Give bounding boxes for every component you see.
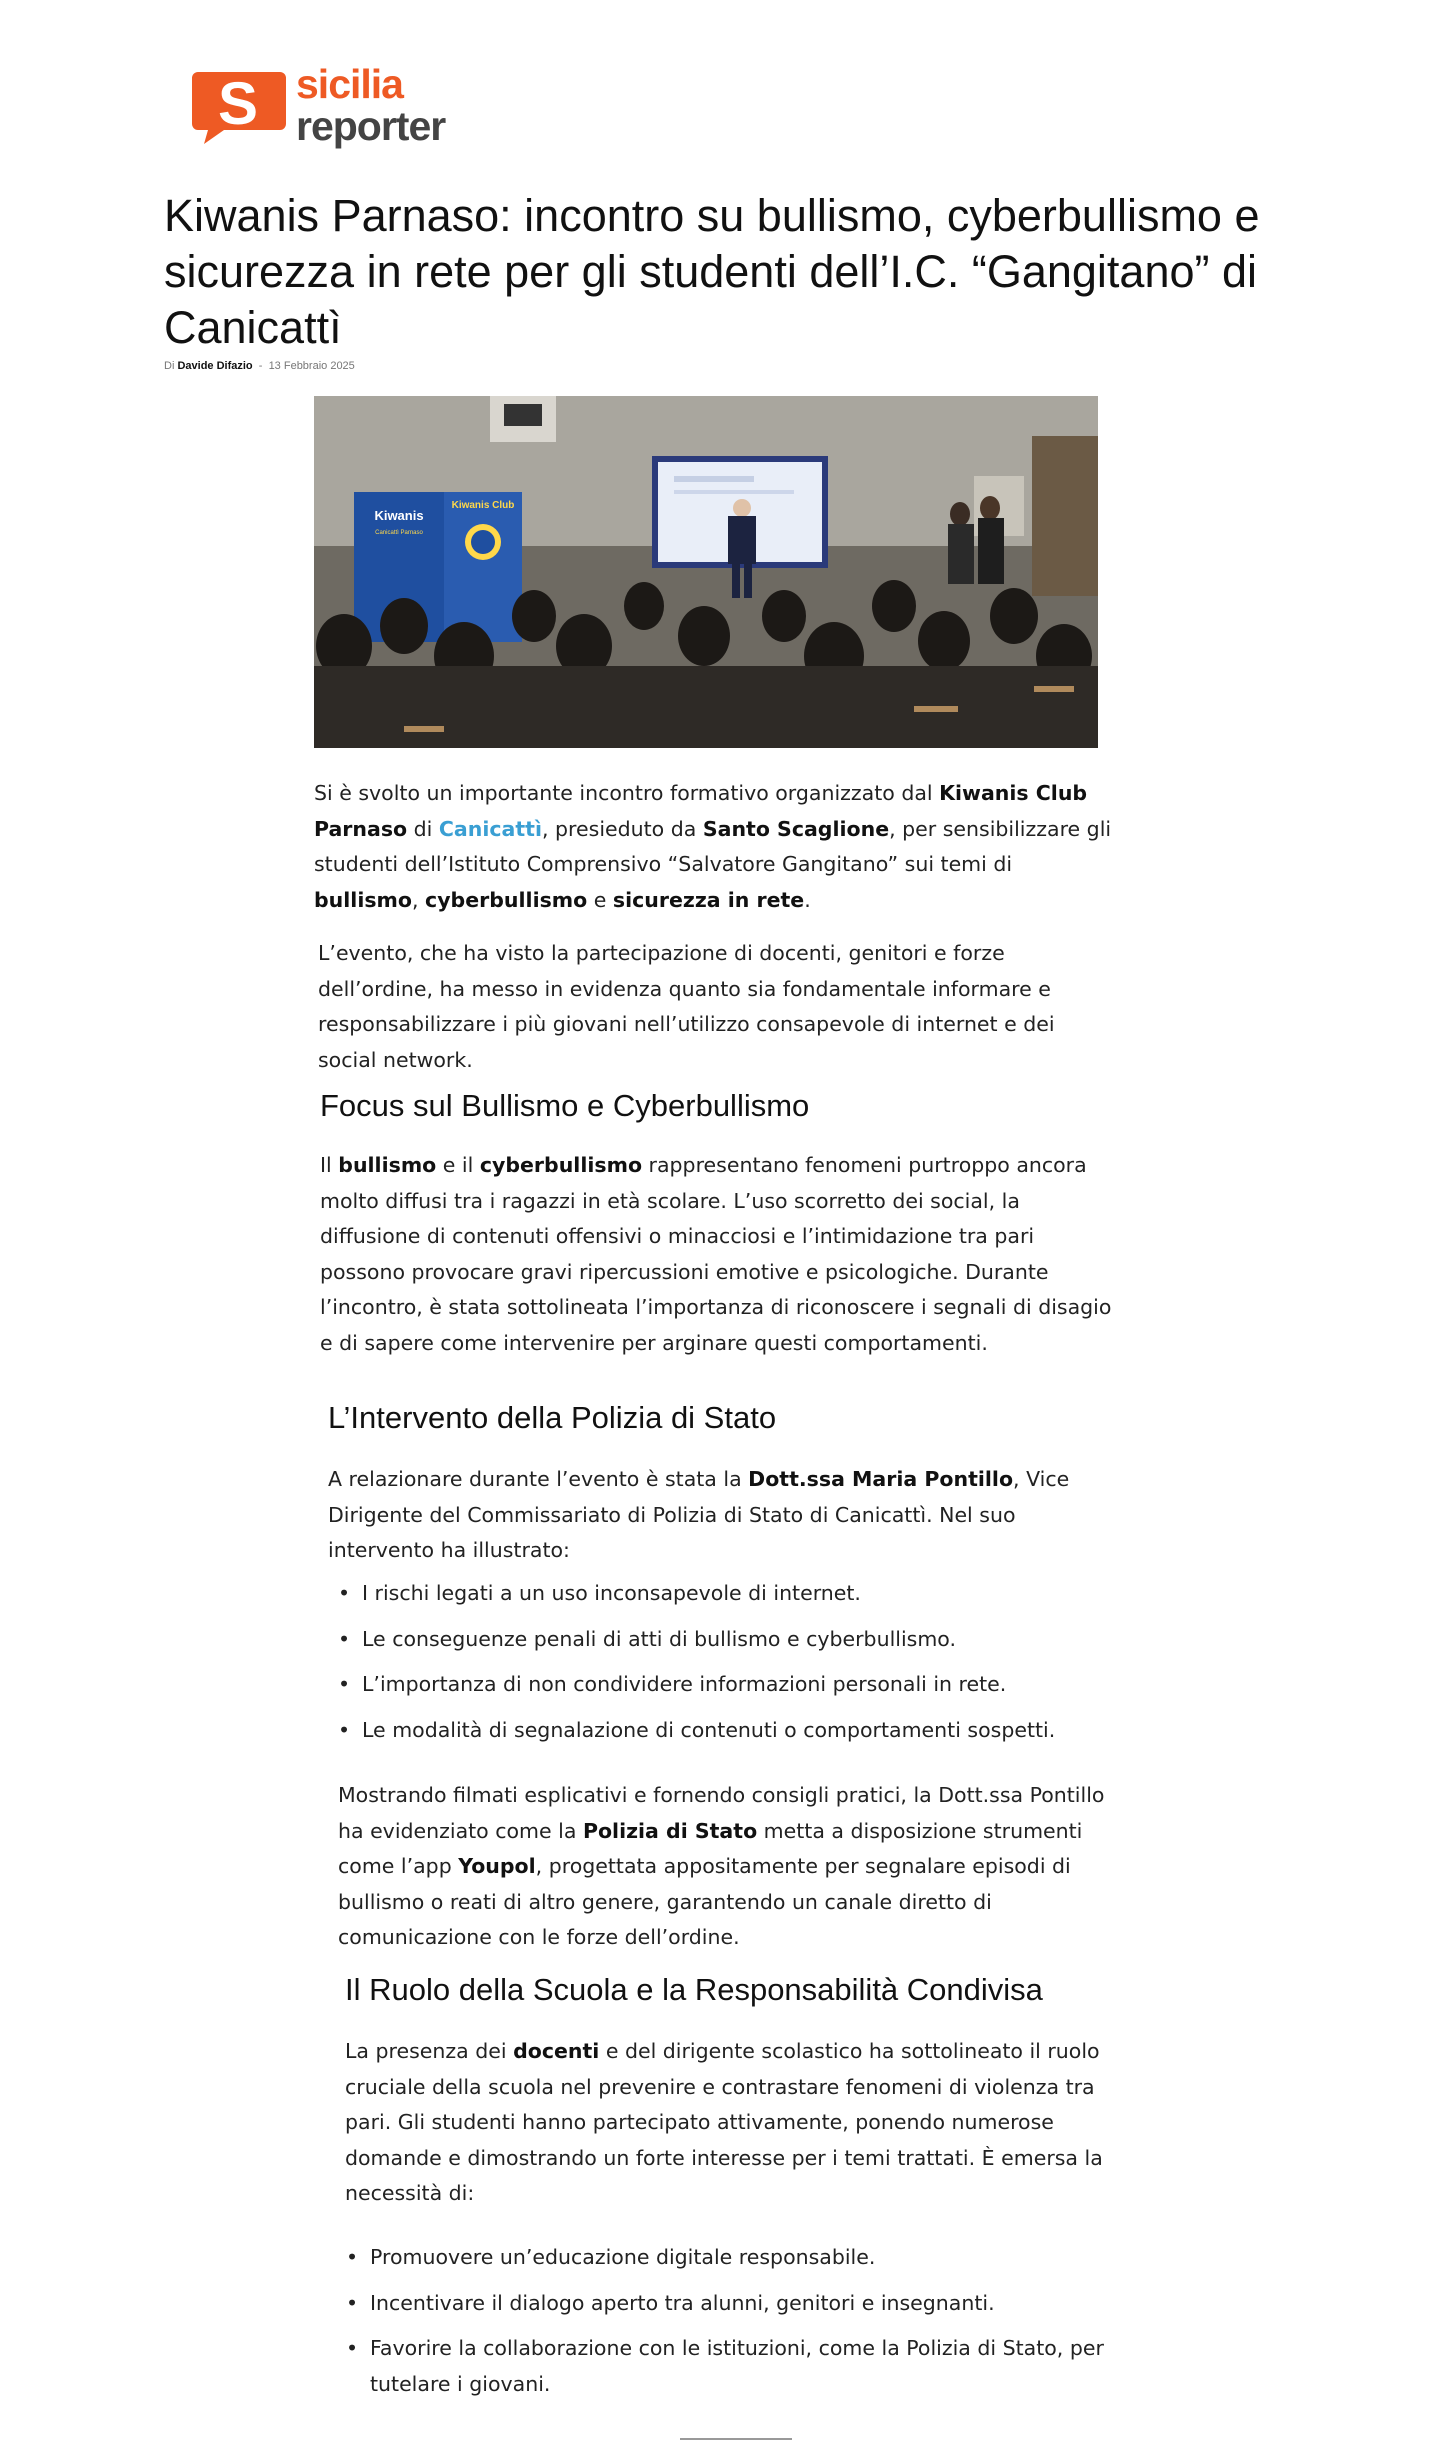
list-item: • L’importanza di non condividere informazioni personali in rete. [330, 1667, 1120, 1703]
speech-bubble-s-icon [190, 68, 290, 148]
paragraph-focus: Il bullismo e il cyberbullismo rappresentano fenomeni purtroppo ancora molto diffusi tra i ragazzi in età scolare. L’uso scorretto dei social, la diffusione di contenuti offensivi o minacciosi e l’intimidazione tra pari possono provocare gravi ripercussioni emotive e psicologiche. Durante l’incontro, è stata sottolineata l’importanza di riconoscere i segnali di disagio e di sapere come intervenire per arginare questi comportamenti. [320, 1153, 1112, 1355]
article-byline [164, 360, 355, 372]
link-canicatti[interactable]: Canicattì [438, 816, 543, 841]
paragraph-evento: L’evento, che ha visto la partecipazione di docenti, genitori e forze dell’ordine, ha messo in evidenza quanto sia fondamentale informare e responsabilizzare i più giovani nell’utilizzo consapevole di internet e dei social network. [318, 941, 1055, 1072]
svg-text:Kiwanis Club: Kiwanis Club [451, 500, 515, 511]
svg-text:Kiwanis: Kiwanis [374, 508, 424, 523]
paragraph-youpol: Mostrando filmati esplicativi e fornendo consigli pratici, la Dott.ssa Pontillo ha evidenziato come la Polizia di Stato metta a disposizione strumenti come l’app Youpol, progettata appositamente per segnalare episodi di bullismo o reati di altro genere, garantendo un canale diretto di comunicazione con le forze dell’ordine. [338, 1783, 1105, 1949]
byline-prefix: Di [164, 360, 175, 372]
heading-polizia: L’Intervento della Polizia di Stato [328, 1400, 777, 1435]
brand-line-1: sicilia [296, 61, 403, 107]
heading-scuola: Il Ruolo della Scuola e la Responsabilità Condivisa [345, 1972, 1043, 2007]
author-link[interactable]: Davide Difazio [177, 360, 253, 372]
heading-focus: Focus sul Bullismo e Cyberbullismo [320, 1088, 810, 1123]
list-polizia-topics [330, 1576, 1120, 1748]
svg-text:S: S [217, 70, 259, 137]
list-scuola-needs [338, 2240, 1128, 2402]
site-logo[interactable] [190, 61, 470, 149]
paragraph-intro: Si è svolto un importante incontro formativo organizzato dal Kiwanis Club Parnaso di Canicattì, presieduto da Santo Scaglione, per sensibilizzare gli studenti dell’Istituto Comprensivo “Salvatore Gangitano” sui temi di bullismo, cyberbullismo e sicurezza in rete. [314, 781, 1112, 912]
list-item: • Promuovere un’educazione digitale responsabile. [338, 2240, 1128, 2276]
brand-line-2: reporter [296, 103, 446, 149]
list-item: • Le modalità di segnalazione di contenuti o comportamenti sospetti. [330, 1713, 1120, 1749]
svg-text:Canicattì Parnaso: Canicattì Parnaso [375, 530, 423, 536]
byline-separator: - [258, 360, 263, 372]
bold-santo-scaglione: Santo Scaglione [702, 816, 890, 841]
list-item: • Incentivare il dialogo aperto tra alunni, genitori e insegnanti. [338, 2286, 1128, 2322]
paragraph-scuola: La presenza dei docenti e del dirigente scolastico ha sottolineato il ruolo cruciale della scuola nel prevenire e contrastare fenomeni di violenza tra pari. Gli studenti hanno partecipato attivamente, ponendo numerose domande e dimostrando un forte interesse per i temi trattati. È emersa la necessità di: [345, 2039, 1103, 2205]
hero-image [314, 396, 1098, 748]
bold-youpol: Youpol [458, 1854, 536, 1878]
paragraph-polizia: A relazionare durante l’evento è stata la Dott.ssa Maria Pontillo, Vice Dirigente del Commissariato di Polizia di Stato di Canicattì. Nel suo intervento ha illustrato: [328, 1467, 1070, 1562]
article-date: 13 Febbraio 2025 [268, 360, 355, 372]
list-item: • I rischi legati a un uso inconsapevole di internet. [330, 1576, 1120, 1612]
kiwanis-banner-right [444, 492, 522, 642]
footer-separator [680, 2438, 792, 2440]
list-item: • Le conseguenze penali di atti di bullismo e cyberbullismo. [330, 1622, 1120, 1658]
bold-maria-pontillo: Dott.ssa Maria Pontillo [748, 1467, 1014, 1491]
brand-name [296, 61, 446, 149]
bold-kiwanis-club: Kiwanis Club Parnaso [314, 781, 1088, 841]
article-title: Kiwanis Parnaso: incontro su bullismo, cyberbullismo e sicurezza in rete per gli studenti dell’I.C. “Gangitano” di Canicattì [164, 190, 1260, 353]
classroom-photo [314, 396, 1098, 748]
list-item: • Favorire la collaborazione con le istituzioni, come la Polizia di Stato, per tutelare i giovani. [338, 2331, 1128, 2402]
